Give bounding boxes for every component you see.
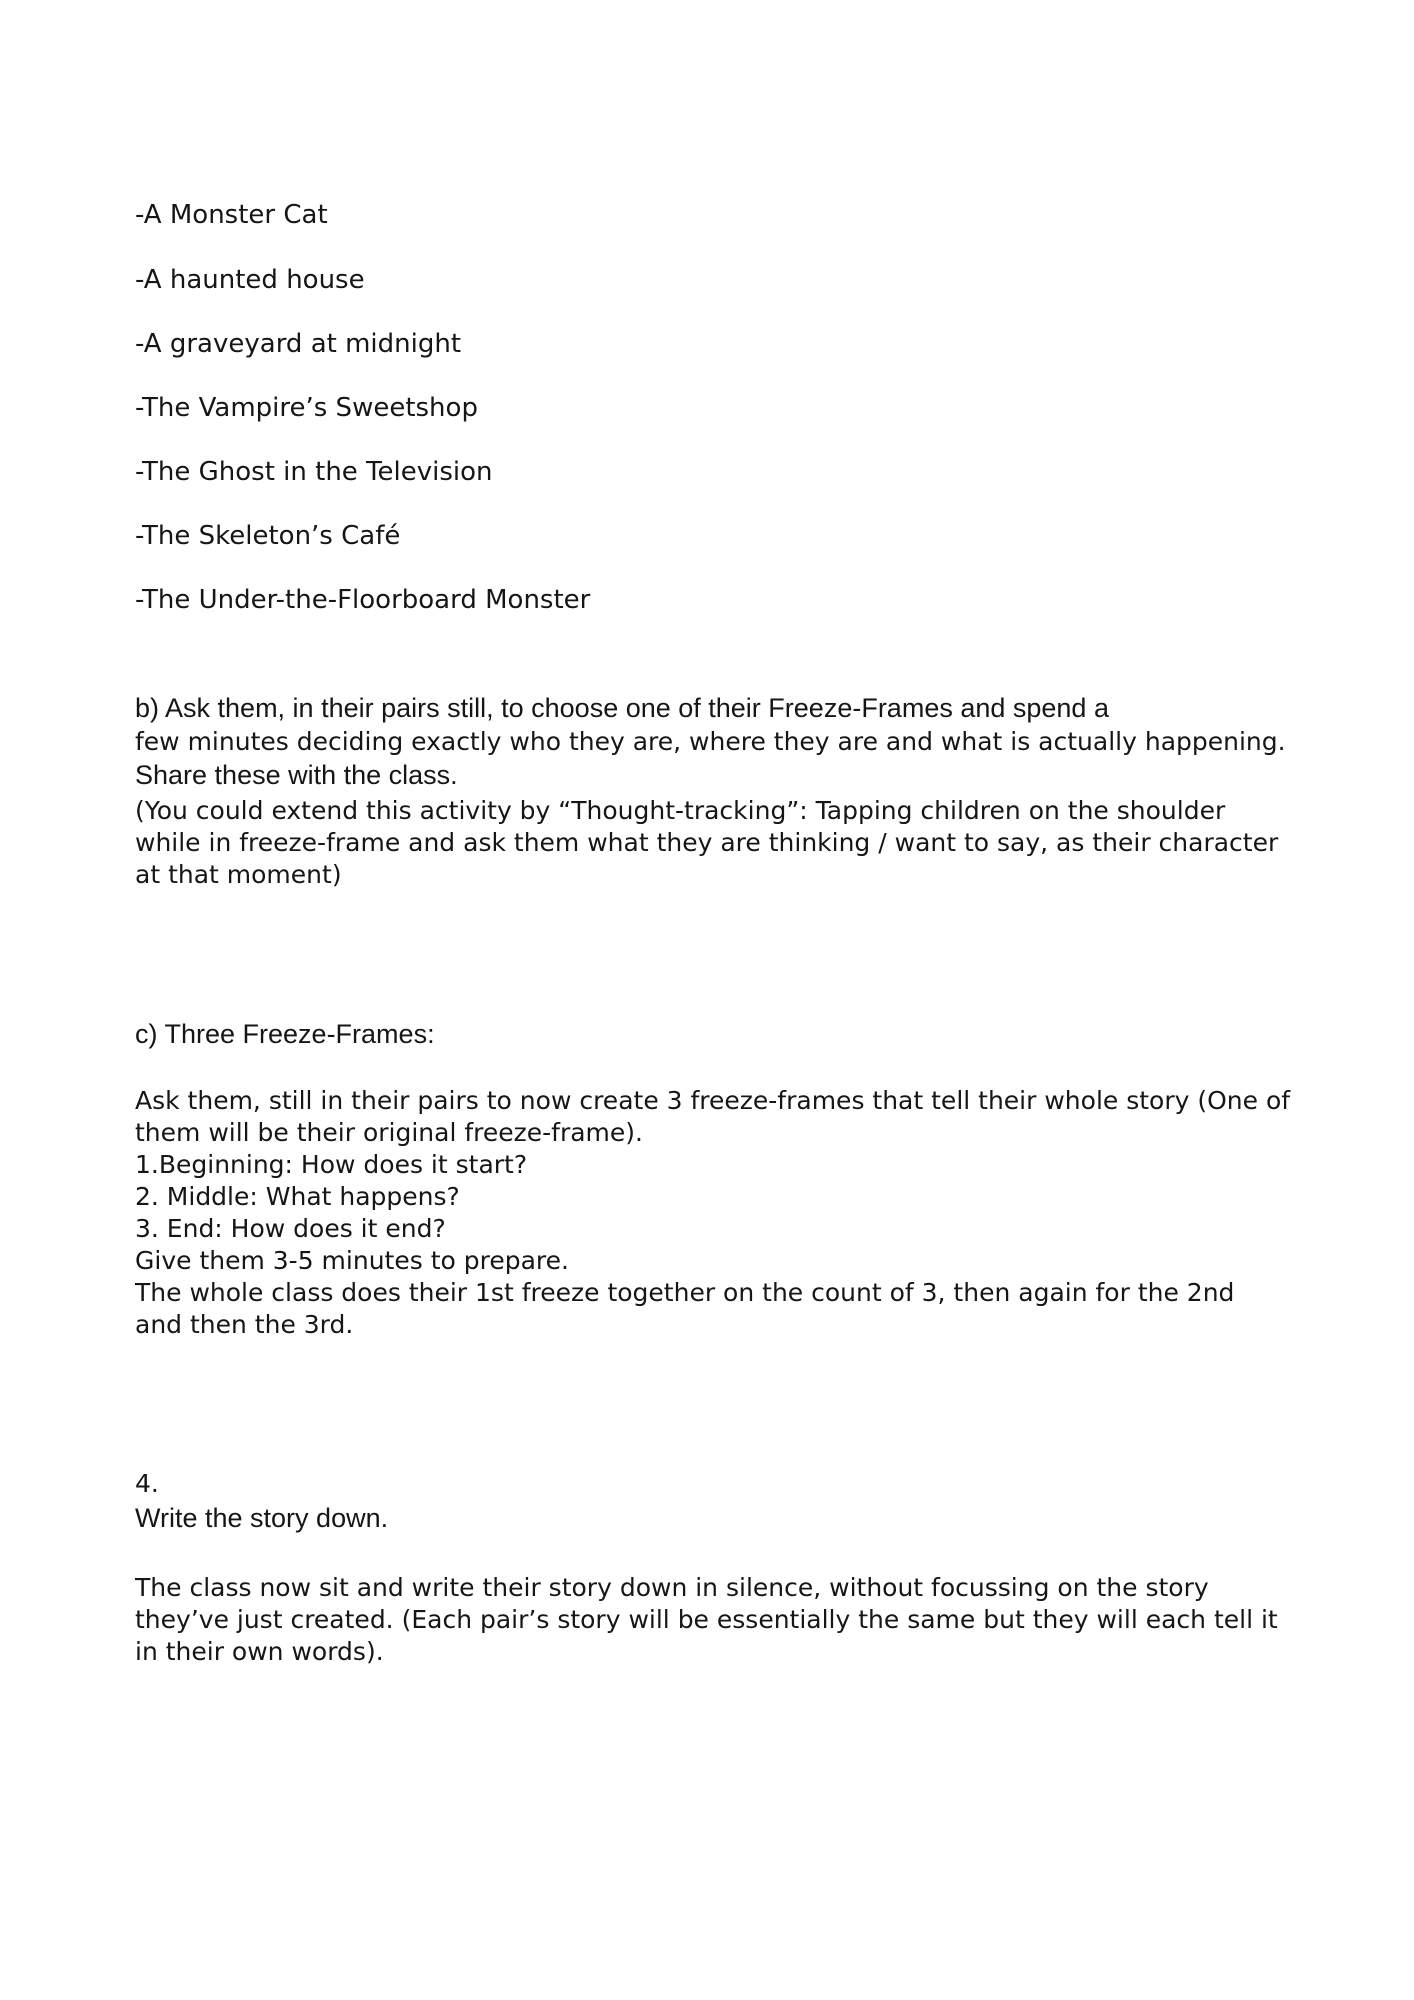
- section-c-line: them will be their original freeze-frame).: [135, 1118, 643, 1147]
- list-item: -A Monster Cat: [135, 200, 328, 230]
- section-b-note-line: while in freeze-frame and ask them what they are thinking / want to say, as their character: [135, 828, 1279, 857]
- section-c-line: The whole class does their 1st freeze together on the count of 3, then again for the 2nd: [135, 1278, 1235, 1307]
- section-c-line: and then the 3rd.: [135, 1310, 354, 1339]
- list-item: -A graveyard at midnight: [135, 329, 462, 359]
- list-item: -The Skeleton’s Café: [135, 521, 401, 551]
- section-b-line: Share these with the class.: [135, 760, 458, 790]
- section-c-line: 2. Middle: What happens?: [135, 1182, 460, 1211]
- list-item: -The Ghost in the Television: [135, 457, 493, 487]
- section-4-heading: Write the story down.: [135, 1503, 389, 1533]
- section-c-heading: c) Three Freeze-Frames:: [135, 1019, 435, 1049]
- section-4-line: in their own words).: [135, 1637, 384, 1666]
- section-4-number: 4.: [135, 1469, 159, 1498]
- section-4-line: they’ve just created. (Each pair’s story will be essentially the same but they will each tell it: [135, 1605, 1278, 1634]
- section-c-line: Give them 3-5 minutes to prepare.: [135, 1246, 569, 1275]
- section-b-note-line: (You could extend this activity by “Thought-tracking”: Tapping children on the shoulder: [135, 796, 1226, 825]
- section-c-line: Ask them, still in their pairs to now create 3 freeze-frames that tell their whole story (One of: [135, 1086, 1291, 1115]
- list-item: -A haunted house: [135, 265, 365, 295]
- list-item: -The Under-the-Floorboard Monster: [135, 585, 591, 615]
- list-item: -The Vampire’s Sweetshop: [135, 393, 478, 423]
- section-b-line: b) Ask them, in their pairs still, to choose one of their Freeze-Frames and spend a: [135, 693, 1109, 723]
- section-c-line: 3. End: How does it end?: [135, 1214, 446, 1243]
- section-4-line: The class now sit and write their story down in silence, without focussing on the story: [135, 1573, 1209, 1602]
- section-b-line: few minutes deciding exactly who they are, where they are and what is actually happening.: [135, 727, 1286, 756]
- section-b-note-line: at that moment): [135, 860, 342, 889]
- section-c-line: 1.Beginning: How does it start?: [135, 1150, 528, 1179]
